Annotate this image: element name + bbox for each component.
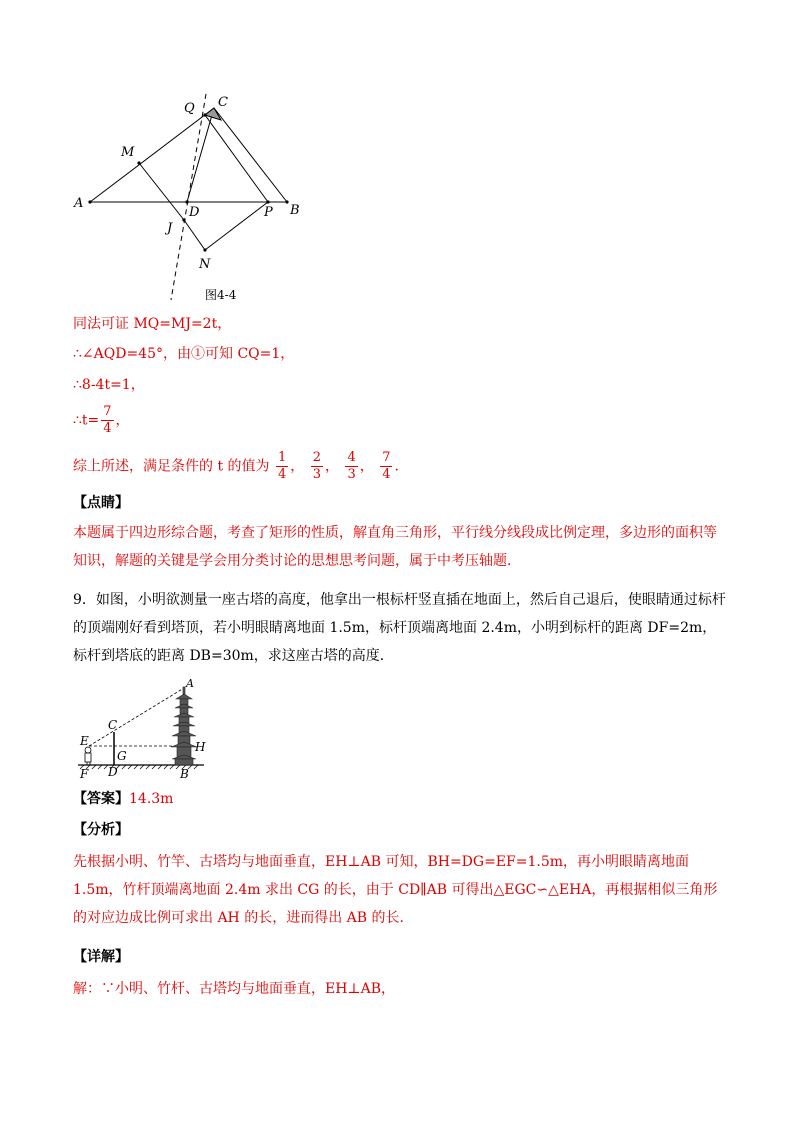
- point-j: [182, 218, 185, 221]
- fraction-1: $\frac{1}{4}$: [277, 450, 287, 482]
- label-p: P: [264, 205, 273, 220]
- label-c: C: [218, 95, 228, 110]
- conclusion-prefix: 综上所述，满足条件的 t 的值为: [73, 458, 270, 475]
- segment-jn: [184, 220, 205, 250]
- label-j: J: [167, 221, 173, 236]
- label-a: A: [74, 196, 84, 211]
- solution-line-1: 同法可证 MQ=MJ=2t，: [73, 316, 232, 332]
- answer-heading: 【答案】: [73, 791, 129, 807]
- segment-ac: [90, 108, 214, 202]
- point-a: [88, 200, 91, 203]
- point-b: [285, 200, 288, 203]
- fraction-7-4: $\frac{7}{4}$: [103, 404, 112, 436]
- pagoda-icon: [171, 687, 197, 765]
- label-q: Q: [184, 101, 195, 116]
- label-d2: D: [108, 765, 118, 779]
- sight-line-ea: [89, 688, 184, 746]
- label-n: N: [199, 257, 211, 272]
- point-n: [203, 248, 206, 251]
- label-m: M: [121, 145, 135, 160]
- detail-heading: 【详解】: [73, 949, 129, 965]
- solution-line-4: ∴t= $\frac{7}{4}$ ，: [73, 404, 130, 436]
- problem-9-text: 9．如图，小明欲测量一座古塔的高度，他拿出一根标杆竖直插在地面上，然后自己退后，使眼睛通过标杆的顶端刚好看到塔顶，若小明眼睛离地面 1.5m，标杆顶端离地面 2.4m，小明到标杆的距离 DF=2m，标杆到塔底的距离 DB=30m，求这座古塔的高度．: [73, 592, 726, 664]
- segment-mj: [139, 163, 184, 220]
- label-f2: F: [80, 767, 89, 781]
- point-d: [185, 200, 188, 203]
- label-a2: A: [186, 677, 194, 690]
- figure-caption: 图4-4: [205, 288, 237, 302]
- label-d: D: [189, 205, 200, 220]
- point-q: [203, 113, 206, 116]
- figure-pagoda: [70, 675, 210, 785]
- label-h2: H: [195, 740, 206, 754]
- answer-line: [73, 788, 173, 810]
- point-m: [137, 161, 140, 164]
- answer-value: 14.3m: [129, 791, 174, 807]
- analysis-heading: 【分析】: [73, 822, 129, 838]
- t-prefix: ∴t=: [73, 412, 100, 429]
- dianjing-text: 本题属于四边形综合题，考查了矩形的性质，解直角三角形，平行线分线段成比例定理，多边形的面积等知识，解题的关键是学会用分类讨论的思想思考问题，属于中考压轴题．: [73, 525, 717, 569]
- segment-cb: [214, 108, 287, 202]
- label-c2: C: [108, 718, 118, 732]
- solution-line-5: 综上所述，满足条件的 t 的值为 $\frac{1}{4}$ ， $\frac{2}{3}$ ， $\frac{4}{3}$ ， $\frac{7}{4}$ .: [73, 450, 399, 482]
- solution-line-2: ∴∠AQD=45°，由①可知 CQ=1，: [73, 346, 295, 362]
- fraction-2: $\frac{2}{3}$: [312, 450, 321, 482]
- dianjing-heading: 【点睛】: [73, 495, 129, 511]
- segment-np: [205, 202, 268, 250]
- figure-4-4: [60, 85, 320, 310]
- fraction-3: $\frac{4}{3}$: [347, 450, 356, 482]
- label-e2: E: [80, 734, 89, 748]
- label-b: B: [290, 203, 300, 218]
- person-icon: [85, 747, 91, 765]
- fraction-4: $\frac{7}{4}$: [382, 450, 391, 482]
- segment-qp: [205, 115, 268, 202]
- label-g2: G: [117, 749, 127, 763]
- detail-text: 解：∵小明、竹杆、古塔均与地面垂直，EH⊥AB，: [73, 981, 395, 997]
- solution-line-3: ∴8-4t=1，: [73, 377, 145, 393]
- analysis-text: 先根据小明、竹竿、古塔均与地面垂直，EH⊥AB 可知，BH=DG=EF=1.5m，再小明眼睛离地面 1.5m，竹杆顶端离地面 2.4m 求出 CG 的长，由于 CD∥AB 可得出△EGC∽△EHA，再根据相似三角形的对应边成比例可求出 AH 的长，进而得出 AB 的长．: [73, 854, 718, 926]
- point-p: [266, 200, 269, 203]
- label-b2: B: [180, 767, 189, 781]
